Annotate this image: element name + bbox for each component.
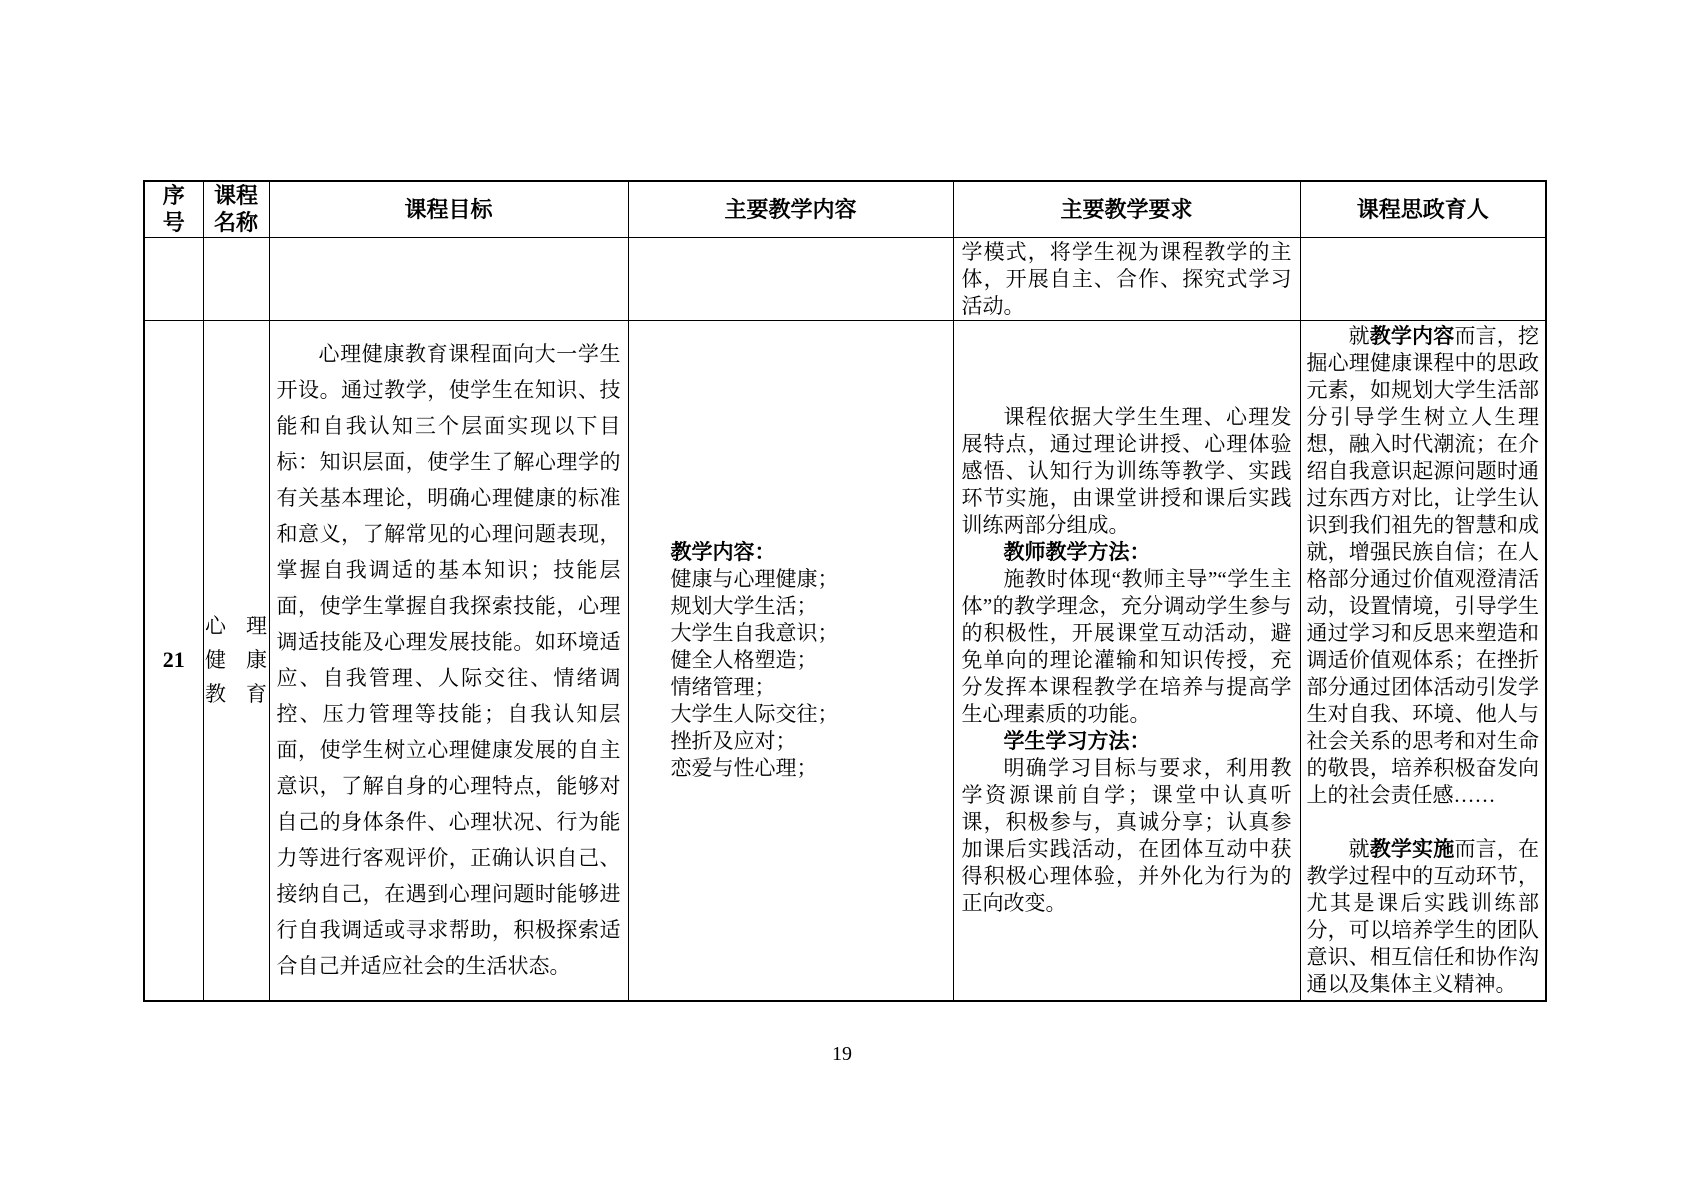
emphasized-term: 教学内容 [1369, 324, 1455, 348]
header-row [144, 181, 1546, 237]
text-run: 而言，挖掘心理健康课程中的思政元素，如规划大学生活部分引导学生树立人生理想，融入时代潮流；在介绍自我意识起源问题时通过东西方对比，让学生认识到我们祖先的智慧和成就，增强民族自信；在人格部分通过价值观澄清活动，设置情境，引导学生通过学习和反思来塑造和调适价值观体系；在挫折部分通过团体活动引发学生对自我、环境、他人与社会关系的思考和对生命的敬畏，培养积极奋发向上的社会责任感…… [1306, 323, 1539, 807]
cell-objectives [269, 320, 628, 1001]
carryover-empty-objectives [269, 237, 628, 320]
header-objectives: 课程目标 [269, 181, 628, 237]
objectives-text: 心理健康教育课程面向大一学生开设。通过教学，使学生在知识、技能和自我认知三个层面实现以下目标：知识层面，使学生了解心理学的有关基本理论，明确心理健康的标准和意义，了解常见的心理问题表现，掌握自我调适的基本知识；技能层面，使学生掌握自我探索技能，心理调适技能及心理发展技能。如环境适应、自我管理、人际交往、情绪调控、压力管理等技能；自我认知层面，使学生树立心理健康发展的自主意识，了解自身的心理特点，能够对自己的身体条件、心理状况、行为能力等进行客观评价，正确认识自己、接纳自己，在遇到心理问题时能够进行自我调适或寻求帮助，积极探索适合自己并适应社会的生活状态。 [276, 342, 621, 979]
cell-course-name [203, 320, 269, 1001]
ideology-para-content [1307, 323, 1540, 809]
carryover-requirements-cell [953, 237, 1300, 320]
course-table [143, 180, 1547, 1002]
course-name-text: 心理健康教育 [205, 614, 267, 707]
teacher-method-text: 施教时体现“教师主导”“学生主体”的教学理念，充分调动学生参与的积极性，开展课堂互动活动，避免单向的理论灌输和知识传授，充分发挥本课程教学在培养与提高学生心理素质的功能。 [961, 566, 1292, 726]
carryover-requirements-text: 学模式，将学生视为课程教学的主体，开展自主、合作、探究式学习活动。 [961, 239, 1292, 318]
ideology-para-implementation [1307, 836, 1540, 998]
text-run: 就 [1348, 323, 1370, 348]
cell-index: 21 [144, 320, 203, 1001]
content-item: 健全人格塑造； [670, 647, 818, 672]
carryover-empty-ideology [1300, 237, 1546, 320]
content-item: 健康与心理健康； [670, 566, 839, 591]
content-item: 规划大学生活； [670, 593, 818, 618]
header-teaching-requirements: 主要教学要求 [953, 181, 1300, 237]
student-method-heading: 学生学习方法： [1003, 729, 1151, 753]
student-method-text: 明确学习目标与要求，利用教学资源课前自学；课堂中认真听课，积极参与，真诚分享；认真参加课后实践活动，在团体互动中获得积极心理体验，并外化为行为的正向改变。 [961, 755, 1292, 915]
cell-teaching-content [628, 320, 953, 1001]
cell-ideology [1300, 320, 1546, 1001]
header-index [144, 181, 203, 237]
content-item: 挫折及应对； [670, 728, 797, 753]
requirements-intro: 课程依据大学生生理、心理发展特点，通过理论讲授、心理体验感悟、认知行为训练等教学、实践环节实施，由课堂讲授和课后实践训练两部分组成。 [961, 404, 1292, 537]
carryover-empty-content [628, 237, 953, 320]
header-ideology: 课程思政育人 [1300, 181, 1546, 237]
teaching-content-list [671, 566, 947, 782]
content-item: 大学生人际交往； [670, 701, 839, 726]
page-number: 19 [832, 1043, 852, 1065]
teaching-content-block [635, 539, 947, 782]
content-item: 大学生自我意识； [670, 620, 839, 645]
content-item: 情绪管理； [670, 674, 776, 699]
teaching-content-heading: 教学内容： [670, 540, 776, 564]
carryover-empty-course-name [203, 237, 269, 320]
carryover-empty-index [144, 237, 203, 320]
ideology-block [1307, 323, 1540, 998]
teacher-method-heading: 教师教学方法： [1003, 540, 1151, 564]
cell-teaching-requirements [953, 320, 1300, 1001]
text-run: 而言，在教学过程中的互动环节，尤其是课后实践训练部分，可以培养学生的团队意识、相互信任和协作沟通以及集体主义精神。 [1306, 836, 1539, 996]
emphasized-term: 教学实施 [1369, 837, 1455, 861]
content-item: 恋爱与性心理； [670, 755, 818, 780]
carryover-row [144, 237, 1546, 320]
header-index-label: 序号 [162, 183, 185, 236]
header-course-name [203, 181, 269, 237]
text-run: 就 [1348, 836, 1370, 861]
course-row-21 [144, 320, 1546, 1001]
header-course-name-label: 课程名称 [213, 183, 258, 236]
header-teaching-content: 主要教学内容 [628, 181, 953, 237]
teaching-requirements-block [962, 404, 1292, 917]
